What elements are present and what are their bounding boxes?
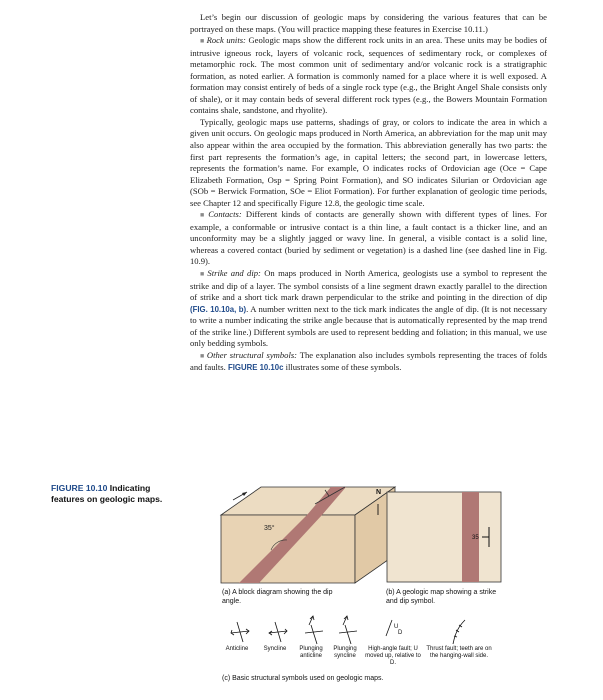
figure-reference-link[interactable]: FIGURE 10.10c	[227, 363, 284, 373]
figure-caption	[51, 483, 181, 505]
caption-a: (a) A block diagram showing the dip angle.	[222, 589, 333, 605]
figure-label: FIGURE 10.10	[51, 483, 108, 493]
symbol-label-plunging-anticline: Plunging anticline	[299, 646, 323, 659]
figure-10-10	[215, 478, 550, 694]
plunging-syncline-icon	[339, 616, 357, 644]
other-symbols-heading: Other structural symbols:	[206, 349, 298, 360]
caption-c: (c) Basic structural symbols used on geologic maps.	[222, 675, 384, 682]
bullet-icon: ■	[200, 270, 206, 279]
anticline-icon	[231, 622, 249, 642]
paragraph-rock-units	[190, 35, 547, 117]
plunging-anticline-icon	[305, 616, 323, 644]
strike-dip-text-cont: . A number written next to the tick mark indicates the angle of dip. (It is not necessary to write a number indicating the strike angle because that is automatically represented by the map trend of the strike line.) Different symbols are used to represent bedding and foliation; in this manual, we use only bedding symbols.	[190, 303, 548, 349]
contacts-heading: Contacts:	[208, 209, 242, 220]
paragraph-contacts	[190, 209, 547, 268]
contacts-text: Different kinds of contacts are generally shown with different types of lines. For example, a conformable or intrusive contact is a thin line, a fault contact is a thicker line, and an unconformity may be a slightly jagged or wavy line. In general, a visible contact is a solid line, whereas a covered contact (buried by sediment or vegetation) is a dashed line (see dashed line in Fig. 10.9).	[190, 209, 547, 267]
caption-b: (b) A geologic map showing a strike and dip symbol.	[386, 589, 497, 605]
block-dip-angle: 35°	[264, 525, 275, 532]
strike-dip-heading: Strike and dip:	[207, 268, 261, 279]
figure-title: Indicating features on geologic maps.	[51, 483, 163, 504]
geologic-map	[376, 489, 501, 582]
rock-units-text: Geologic maps show the different rock units in an area. These units may be bodies of intrusive igneous rock, layers of volcanic rock, sequences of sedimentary rock, or complexes of metamorphic rock. The most common unit of sedimentary and/or volcanic rock is a stratigraphic formation, as noted earlier. A formation is commonly named for a place where it is well exposed. A formation may consist entirely of beds of a single rock type (e.g., the Bright Angel Shale consists only of shale), or it may contain beds of several different rock types (e.g., the Bowers Mountain Formation contains shale, sandstone, and rhyolite).	[190, 35, 548, 116]
north-arrow-icon	[242, 492, 247, 496]
strike-dip-text: On maps produced in North America, geologists use a symbol to represent the strike and dip of a layer. The symbol consists of a line segment drawn exactly parallel to the direction of strike and a short tick mark drawn perpendicular to the strike and pointing in the direction of dip	[190, 268, 547, 303]
fault-up-label: U	[394, 624, 399, 630]
block-diagram	[221, 487, 395, 583]
high-angle-fault-icon	[386, 620, 392, 636]
symbol-label-anticline: Anticline	[225, 646, 249, 652]
thrust-fault-icon	[453, 620, 465, 644]
bullet-icon: ■	[200, 211, 207, 220]
symbol-label-plunging-syncline: Plunging syncline	[333, 646, 357, 659]
symbol-label-high-angle-fault: High-angle fault; U moved up, relative to D.	[365, 646, 421, 666]
symbol-label-thrust-fault: Thrust fault; teeth are on the hanging-wall side.	[426, 646, 492, 659]
symbol-label-syncline: Syncline	[263, 646, 287, 652]
fault-down-label: D	[398, 630, 403, 636]
paragraph-other-symbols	[190, 350, 547, 374]
other-symbols-text-cont: illustrates some of these symbols.	[283, 362, 402, 373]
other-symbols-text: The explanation also includes symbols representing the traces of folds and faults.	[190, 349, 547, 373]
paragraph-map-units: Typically, geologic maps use patterns, shadings of gray, or colors to indicate the area in which a given unit occurs. On geologic maps produced in North America, an abbreviation for the map unit may also appear within the area occupied by the formation. This abbreviation generally has two parts: the first part represents the formation’s age, in capital letters; the second part, in lowercase letters, represents the formation’s name. For example, O indicates rocks of Ordovician age (Oce = Cape Elizabeth Formation, Osp = Spring Point Formation), and SO indicates Silurian or Ordovician age (SOb = Berwick Formation, SOe = Eliot Formation). For further explanation of geologic time periods, see Chapter 12 and specifically Figure 12.8, the geologic time scale.	[190, 116, 547, 208]
bullet-icon: ■	[200, 351, 205, 360]
rock-units-heading: Rock units:	[206, 35, 246, 46]
body-text	[190, 12, 547, 374]
bullet-icon: ■	[200, 37, 205, 46]
syncline-icon	[269, 622, 287, 642]
structural-symbols	[231, 616, 465, 644]
paragraph-strike-dip	[190, 268, 547, 350]
map-dip-value: 35	[472, 535, 479, 541]
map-north-label: N	[376, 489, 382, 496]
paragraph-intro: Let’s begin our discussion of geologic maps by considering the various features that can be portrayed on these maps. (You will practice mapping these features in Exercise 10.11.)	[190, 12, 547, 34]
figure-reference-link[interactable]: (FIG. 10.10a, b)	[190, 304, 247, 314]
